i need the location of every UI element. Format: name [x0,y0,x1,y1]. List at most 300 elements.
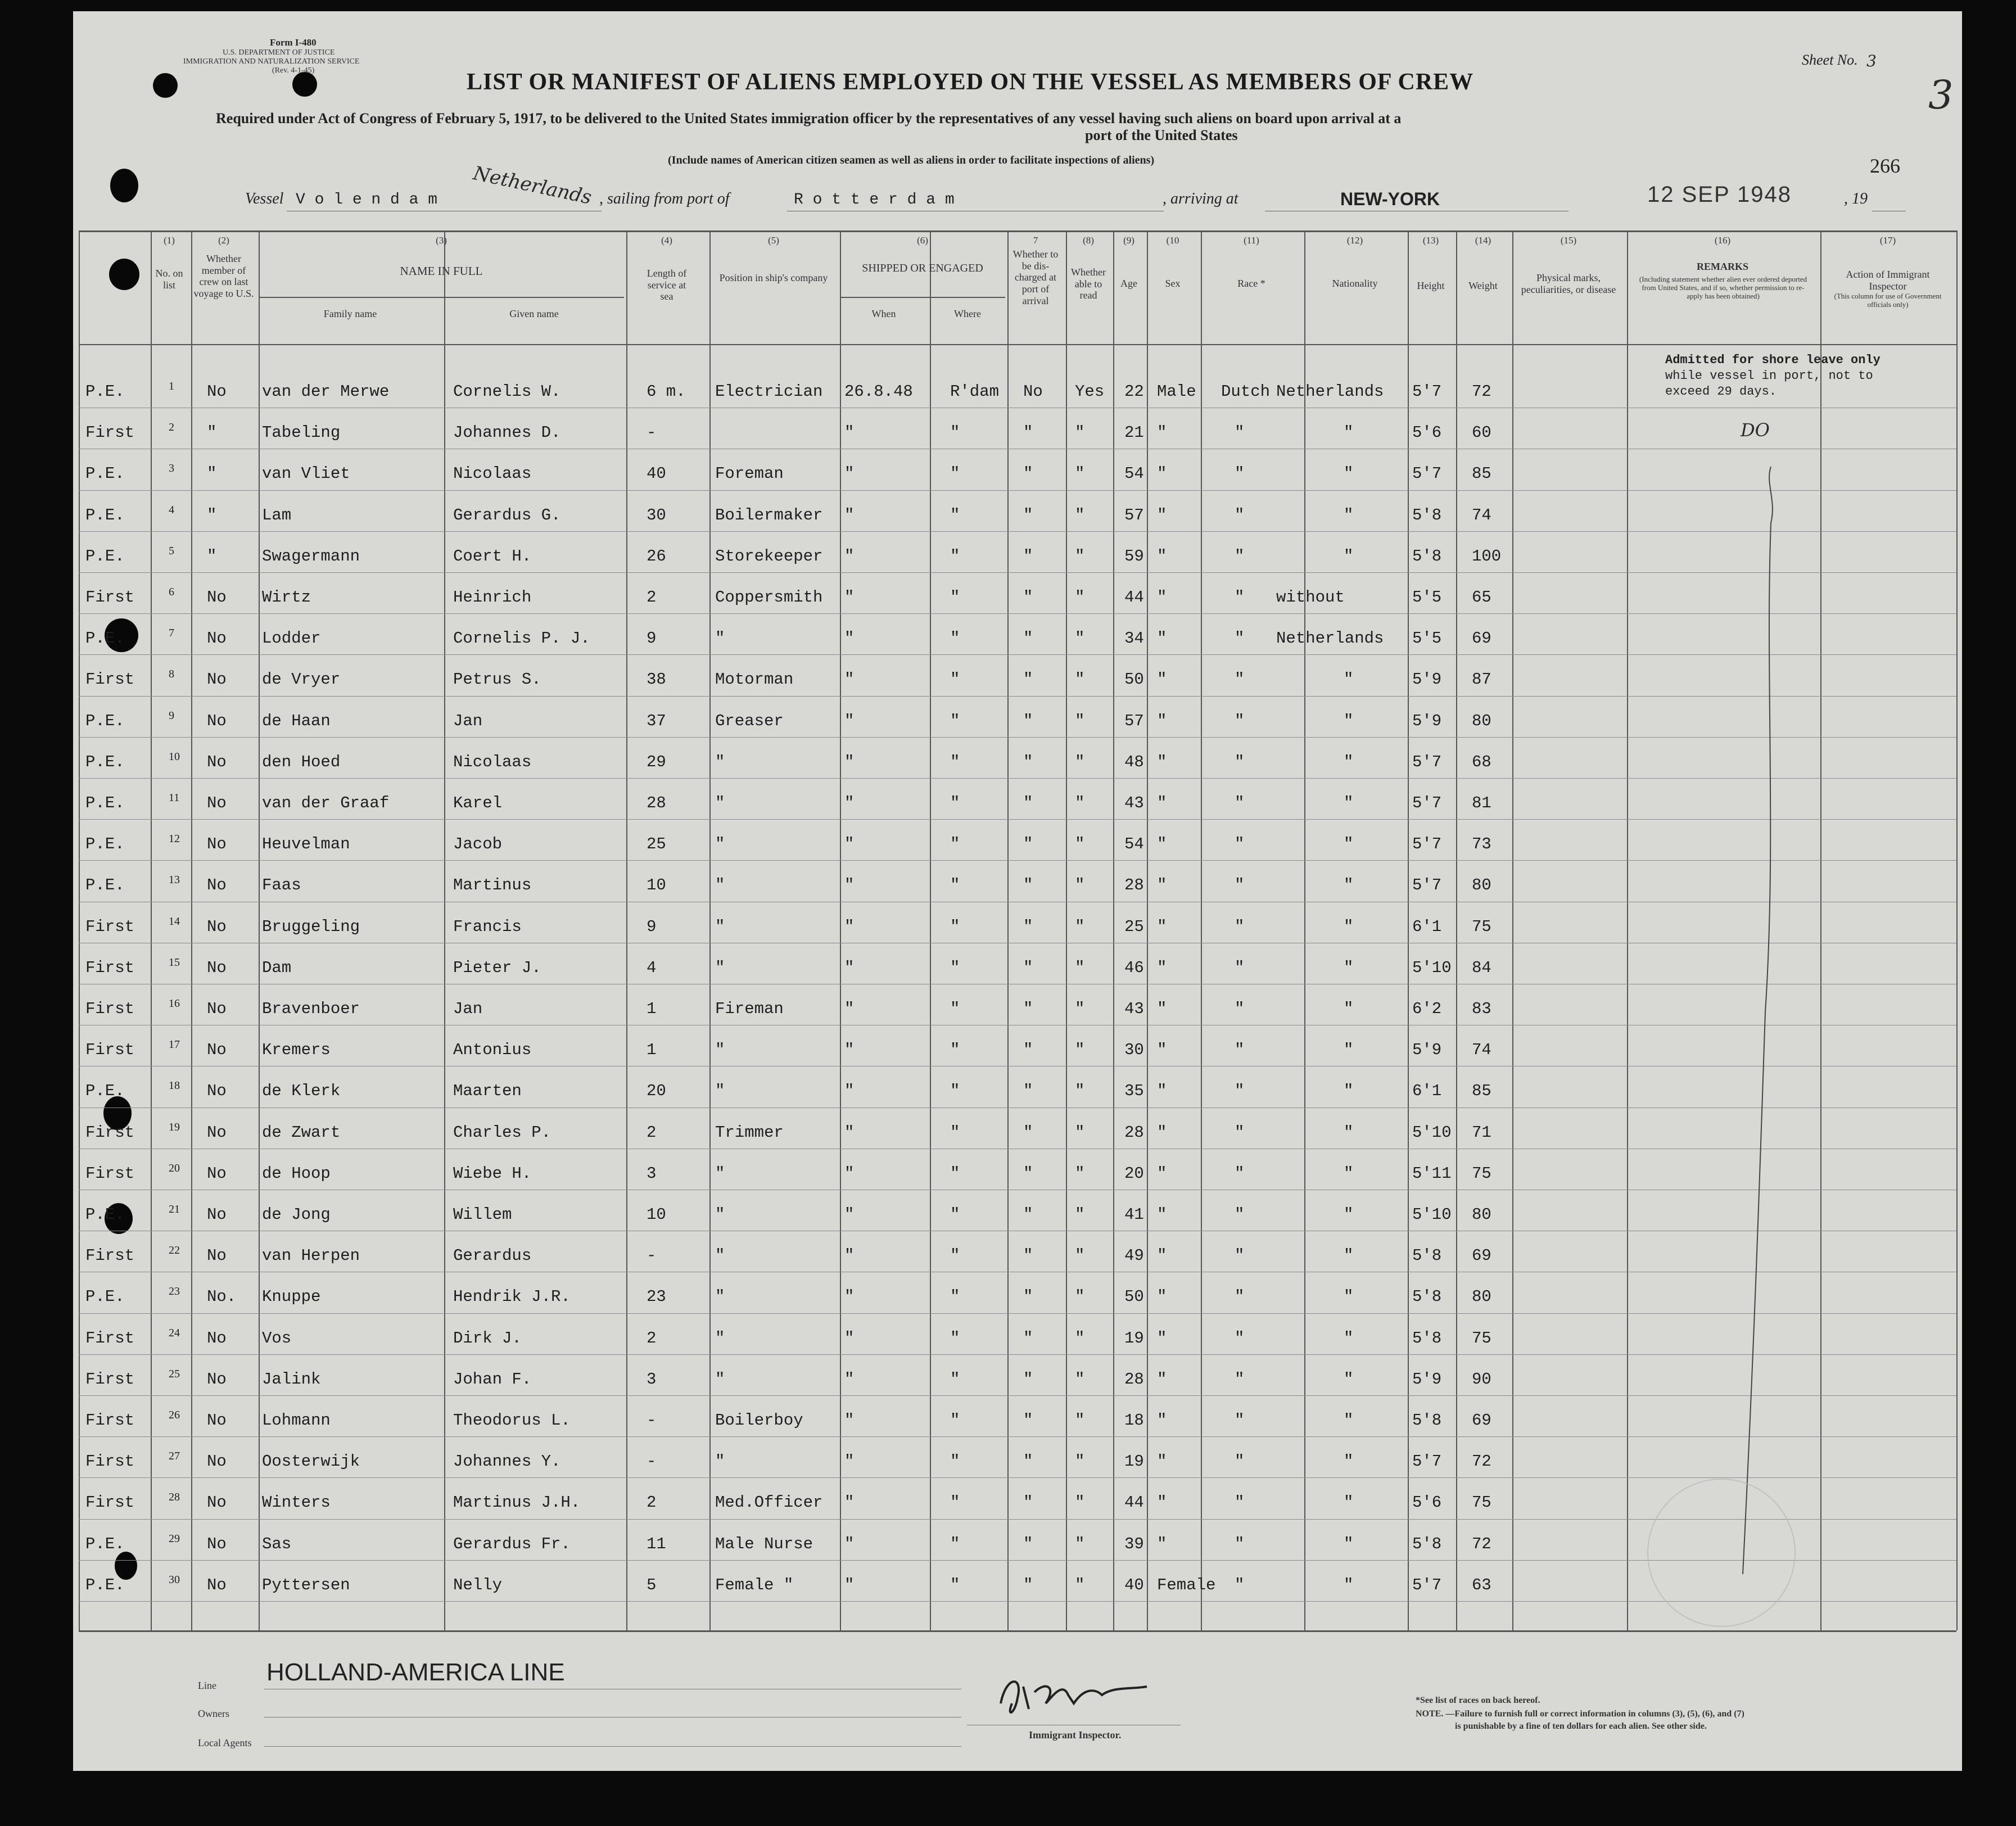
shipped-when: " [844,1411,855,1430]
shipped-when: " [844,958,855,977]
height: 6'1 [1412,917,1442,936]
row-prefix: P.E. [85,464,125,483]
row-rule [79,613,1956,614]
form-number: Form I-480 [270,37,317,48]
given-name: Charles P. [453,1123,552,1142]
row-prefix: P.E. [85,876,125,895]
shipped-when: " [844,505,855,525]
weight: 81 [1472,794,1491,812]
inspector-signature [989,1664,1169,1726]
service-length: - [647,423,657,442]
height: 5'10 [1412,1123,1452,1142]
sex: " [1157,1370,1167,1389]
col9-number: (9) [1123,235,1134,246]
col2-number: (2) [218,235,229,246]
shipped-where: " [950,1287,960,1307]
ship-position: " [715,958,725,977]
given-name: Cornelis P. J. [453,629,590,648]
weight: 63 [1472,1575,1491,1594]
col7-number: 7 [1033,235,1038,246]
shipped-when: " [844,1164,855,1183]
inspection-stamp [1647,1479,1796,1627]
race: " [1235,423,1245,442]
sex: " [1157,752,1167,771]
shipped-when: " [844,876,855,895]
crew-last-voyage: No [207,670,227,689]
shipped-where: " [950,588,960,607]
family-name: Kremers [262,1041,331,1060]
sex: " [1157,1246,1167,1265]
col6-number: (6) [917,235,928,246]
sheet-number-label: Sheet No. [1802,52,1858,68]
given-name: Hendrik J.R. [453,1287,571,1307]
race: " [1235,1452,1245,1471]
able-to-read: " [1075,1000,1085,1018]
column-divider [1113,230,1114,1630]
manifest-subtitle: Required under Act of Congress of February 5, 1917, to be delivered to the United States immigration officer by the representatives of any vessel having such aliens on board upon arrival at a [216,110,1402,126]
ship-position: Storekeeper [715,546,823,566]
col15-number: (15) [1560,235,1577,246]
race: " [1235,1000,1245,1018]
col12-number: (12) [1346,235,1363,246]
col5-header: Position in ship's company [719,272,828,283]
height: 5'7 [1412,752,1442,771]
shipped-where: " [950,1328,960,1348]
given-name: Cornelis W. [453,382,561,401]
row-prefix: P.E. [85,546,125,566]
shipped-when: " [844,1246,855,1265]
nationality: " [1344,917,1354,936]
given-name: Gerardus [453,1246,532,1265]
able-to-read: " [1075,876,1085,895]
family-name: de Jong [262,1205,331,1224]
row-number: 25 [169,1367,180,1380]
shipped-when: " [844,629,855,648]
given-name: Jan [453,711,483,730]
shipped-when: " [844,1205,855,1224]
weight: 83 [1472,1000,1491,1018]
row-number: 7 [169,627,174,640]
height: 5'5 [1412,629,1442,648]
height: 5'9 [1412,711,1442,730]
discharged: " [1023,958,1033,977]
shipped-where: " [950,1205,960,1224]
crew-last-voyage: No [207,1493,227,1512]
service-length: 11 [647,1534,666,1553]
crew-last-voyage: " [207,505,217,525]
age: 28 [1124,1123,1144,1142]
row-rule [79,1395,1956,1396]
ship-position: Greaser [715,711,784,730]
height: 5'11 [1412,1164,1452,1183]
crew-last-voyage: No. [207,1287,237,1307]
row-number: 18 [169,1079,180,1092]
col10-number: (10 [1166,235,1179,246]
able-to-read: " [1075,1246,1085,1265]
crew-last-voyage: No [207,1370,227,1389]
col14-header: Weight [1468,280,1498,291]
able-to-read: " [1075,958,1085,977]
column-divider [191,230,192,1630]
service-length: 10 [647,876,666,895]
row-rule [79,778,1956,779]
shipped-when: " [844,670,855,689]
sex: " [1157,505,1167,525]
sex: " [1157,1164,1167,1183]
ship-position: Motorman [715,670,794,689]
age: 30 [1124,1041,1144,1060]
service-length: - [647,1246,657,1265]
given-name: Francis [453,917,522,936]
ship-position: Coppersmith [715,588,823,607]
crew-last-voyage: No [207,958,227,977]
weight: 90 [1472,1370,1491,1389]
row-number: 8 [169,668,174,681]
column-divider [1304,230,1305,1630]
arriving-label: , arriving at [1163,190,1238,207]
row-prefix: P.E. [85,629,125,648]
sex: " [1157,835,1167,854]
row-prefix: P.E. [85,752,125,771]
age: 22 [1124,382,1144,401]
arrival-port: NEW-YORK [1340,189,1440,209]
height: 5'9 [1412,1370,1442,1389]
ship-position: " [715,917,725,936]
penalty-note-2: is punishable by a fine of ten dollars for each alien. See other side. [1455,1721,1707,1731]
height: 5'7 [1412,1452,1442,1471]
height: 5'7 [1412,876,1442,895]
col14-number: (14) [1475,235,1491,246]
shipping-line: HOLLAND-AMERICA LINE [266,1658,565,1686]
height: 5'8 [1412,1534,1442,1553]
service-length: 5 [647,1575,657,1594]
race: " [1235,1534,1245,1553]
able-to-read: " [1075,1452,1085,1471]
table-top-border [79,230,1956,232]
service-length: 2 [647,588,657,607]
row-number: 27 [169,1450,180,1463]
inspector-label: Immigrant Inspector. [1029,1729,1122,1741]
discharged: " [1023,1452,1033,1471]
weight: 69 [1472,1411,1491,1430]
nationality: " [1344,794,1354,812]
age: 50 [1124,670,1144,689]
row-rule [79,531,1956,532]
able-to-read: " [1075,917,1085,936]
crew-last-voyage: No [207,835,227,854]
able-to-read: " [1075,835,1085,854]
ship-position: Female " [715,1575,794,1594]
shipped-when: " [844,1493,855,1512]
shipped-where: " [950,835,960,854]
row-number: 4 [169,503,174,516]
weight: 60 [1472,423,1491,442]
sex: " [1157,1123,1167,1142]
discharged: " [1023,1246,1033,1265]
row-number: 20 [169,1161,180,1174]
department-name: U.S. DEPARTMENT OF JUSTICE [223,48,335,57]
sex: " [1157,1328,1167,1348]
discharged: " [1023,505,1033,525]
crew-last-voyage: No [207,1041,227,1060]
shipped-where: " [950,752,960,771]
crew-last-voyage: No [207,1123,227,1142]
shipped-when: " [844,917,855,936]
nationality: " [1344,546,1354,566]
row-number: 19 [169,1120,180,1133]
given-name: Martinus J.H. [453,1493,581,1512]
crew-last-voyage: No [207,1246,227,1265]
weight: 73 [1472,835,1491,854]
col10-header: Sex [1165,278,1181,289]
row-prefix: First [85,958,135,977]
age: 57 [1124,711,1144,730]
given-name: Johannes Y. [453,1452,561,1471]
able-to-read: " [1075,1287,1085,1307]
shipped-when: " [844,1328,855,1348]
discharged: " [1023,1493,1033,1512]
service-length: 37 [647,711,666,730]
sex: " [1157,588,1167,607]
sex: " [1157,1082,1167,1101]
weight: 72 [1472,1452,1491,1471]
age: 40 [1124,1575,1144,1594]
shipped-where: " [950,670,960,689]
weight: 75 [1472,1164,1491,1183]
discharged: " [1023,1205,1033,1224]
column-divider [1820,230,1821,1630]
sex: " [1157,1452,1167,1471]
col16-subheader: (Including statement whether alien ever ordered deported from United States, and if so, whether permission to re-apply has been obtained) [1639,275,1807,300]
weight: 69 [1472,1246,1491,1265]
remarks-line-1: Admitted for shore leave only [1665,353,1881,367]
sex: Female [1157,1575,1216,1594]
discharged: " [1023,670,1033,689]
sex: " [1157,1000,1167,1018]
col13-number: (13) [1422,235,1439,246]
discharged: " [1023,464,1033,483]
age: 21 [1124,423,1144,442]
nationality: " [1344,464,1354,483]
sex: " [1157,1411,1167,1430]
column-divider [1456,230,1457,1630]
service-length: 2 [647,1493,657,1512]
shipped-where: " [950,1411,960,1430]
col11-header: Race * [1237,278,1265,289]
nationality: " [1344,1287,1354,1307]
height: 5'5 [1412,588,1442,607]
weight: 65 [1472,588,1491,607]
weight: 74 [1472,505,1491,525]
crew-last-voyage: No [207,917,227,936]
race: " [1235,1370,1245,1389]
service-length: 2 [647,1123,657,1142]
race: " [1235,1123,1245,1142]
service-length: 9 [647,917,657,936]
age: 28 [1124,1370,1144,1389]
crew-last-voyage: No [207,752,227,771]
discharged: " [1023,917,1033,936]
nationality: " [1344,1041,1354,1060]
shipped-where: " [950,1246,960,1265]
manifest-title: LIST OR MANIFEST OF ALIENS EMPLOYED ON THE VESSEL AS MEMBERS OF CREW [467,69,1474,95]
service-length: 23 [647,1287,666,1307]
row-prefix: P.E. [85,382,125,401]
ship-position: Boilerboy [715,1411,803,1430]
discharged: " [1023,1534,1033,1553]
crew-last-voyage: No [207,1452,227,1471]
able-to-read: " [1075,1328,1085,1348]
nationality: " [1344,423,1354,442]
shipped-when: " [844,464,855,483]
discharged: " [1023,1287,1033,1307]
race: " [1235,752,1245,771]
ship-position: Trimmer [715,1123,784,1142]
weight: 75 [1472,1493,1491,1512]
family-name: van der Graaf [262,794,390,812]
age: 18 [1124,1411,1144,1430]
row-number: 14 [169,915,180,928]
family-name: de Zwart [262,1123,341,1142]
service-length: - [647,1452,657,1471]
discharged: " [1023,423,1033,442]
row-number: 17 [169,1038,180,1051]
shipped-where: " [950,794,960,812]
height: 6'1 [1412,1082,1442,1101]
crew-last-voyage: No [207,382,227,401]
service-length: 26 [647,546,666,566]
shipped-when: " [844,1000,855,1018]
family-name: Faas [262,876,301,895]
agents-underline [264,1746,961,1747]
manifest-instruction: (Include names of American citizen seamen as well as aliens in order to facilitate inspections of aliens) [668,154,1155,166]
shipped-where: " [950,1082,960,1101]
row-prefix: First [85,1246,135,1265]
able-to-read: " [1075,1041,1085,1060]
weight: 75 [1472,917,1491,936]
crew-last-voyage: " [207,423,217,442]
service-name: IMMIGRATION AND NATURALIZATION SERVICE [183,57,360,66]
able-to-read: " [1075,1534,1085,1553]
remarks-ditto-line [1687,450,1799,1585]
row-prefix: P.E. [85,835,125,854]
sex: " [1157,546,1167,566]
race: " [1235,1411,1245,1430]
crew-last-voyage: No [207,1164,227,1183]
race: " [1235,876,1245,895]
crew-last-voyage: No [207,711,227,730]
ship-position: " [715,1370,725,1389]
family-name: de Klerk [262,1082,341,1101]
row-number: 24 [169,1326,180,1339]
sex: " [1157,1534,1167,1553]
punch-hole [292,72,317,97]
column-divider [1066,230,1067,1630]
shipped-where: " [950,423,960,442]
race: Dutch [1221,382,1271,401]
age: 34 [1124,629,1144,648]
service-length: 9 [647,629,657,648]
family-name: den Hoed [262,752,341,771]
row-rule [79,819,1956,820]
family-name: van Vliet [262,464,350,483]
discharged: " [1023,1328,1033,1348]
nationality: " [1344,1164,1354,1183]
row-rule [79,1313,1956,1314]
family-name: Lohmann [262,1411,331,1430]
family-name: Heuvelman [262,835,350,854]
height: 5'6 [1412,423,1442,442]
row-prefix: First [85,1164,135,1183]
race: " [1235,711,1245,730]
discharged: " [1023,588,1033,607]
family-name: Tabeling [262,423,341,442]
able-to-read: " [1075,1411,1085,1430]
family-name: Knuppe [262,1287,321,1307]
row-number: 22 [169,1244,180,1257]
service-length: 4 [647,958,657,977]
row-rule [79,737,1956,738]
vessel-name: V o l e n d a m [296,191,438,209]
weight: 80 [1472,876,1491,895]
able-to-read: " [1075,505,1085,525]
race: " [1235,1205,1245,1224]
height: 5'6 [1412,1493,1442,1512]
col11-number: (11) [1244,235,1259,246]
race: " [1235,588,1245,607]
age: 19 [1124,1452,1144,1471]
given-name: Johannes D. [453,423,561,442]
row-number: 15 [169,956,180,969]
row-rule [79,490,1956,491]
family-name: de Haan [262,711,331,730]
discharged: " [1023,1164,1033,1183]
discharged: " [1023,1082,1033,1101]
race: " [1235,1082,1245,1101]
race: " [1235,1041,1245,1060]
shipped-where: " [950,1493,960,1512]
ship-position: " [715,1287,725,1307]
discharged: " [1023,1575,1033,1594]
col8-number: (8) [1083,235,1094,246]
shipped-when: " [844,588,855,607]
discharged: No [1023,382,1043,401]
nationality: " [1344,711,1354,730]
race: " [1235,1493,1245,1512]
discharged: " [1023,629,1033,648]
race: " [1235,917,1245,936]
row-number: 12 [169,833,180,846]
given-name: Nicolaas [453,752,532,771]
subheader-divider [259,297,624,298]
ship-position: " [715,1328,725,1348]
year-label: , 19 [1844,190,1868,207]
ship-position: " [715,752,725,771]
punch-hole [109,259,139,290]
weight: 85 [1472,1082,1491,1101]
age: 35 [1124,1082,1144,1101]
service-length: 28 [647,794,666,812]
given-name: Dirk J. [453,1328,522,1348]
crew-last-voyage: No [207,1205,227,1224]
shipped-when: " [844,1575,855,1594]
family-name: van Herpen [262,1246,360,1265]
height: 5'8 [1412,505,1442,525]
service-length: 2 [647,1328,657,1348]
col16-header: REMARKS [1696,261,1748,272]
service-length: 20 [647,1082,666,1101]
row-rule [79,860,1956,861]
